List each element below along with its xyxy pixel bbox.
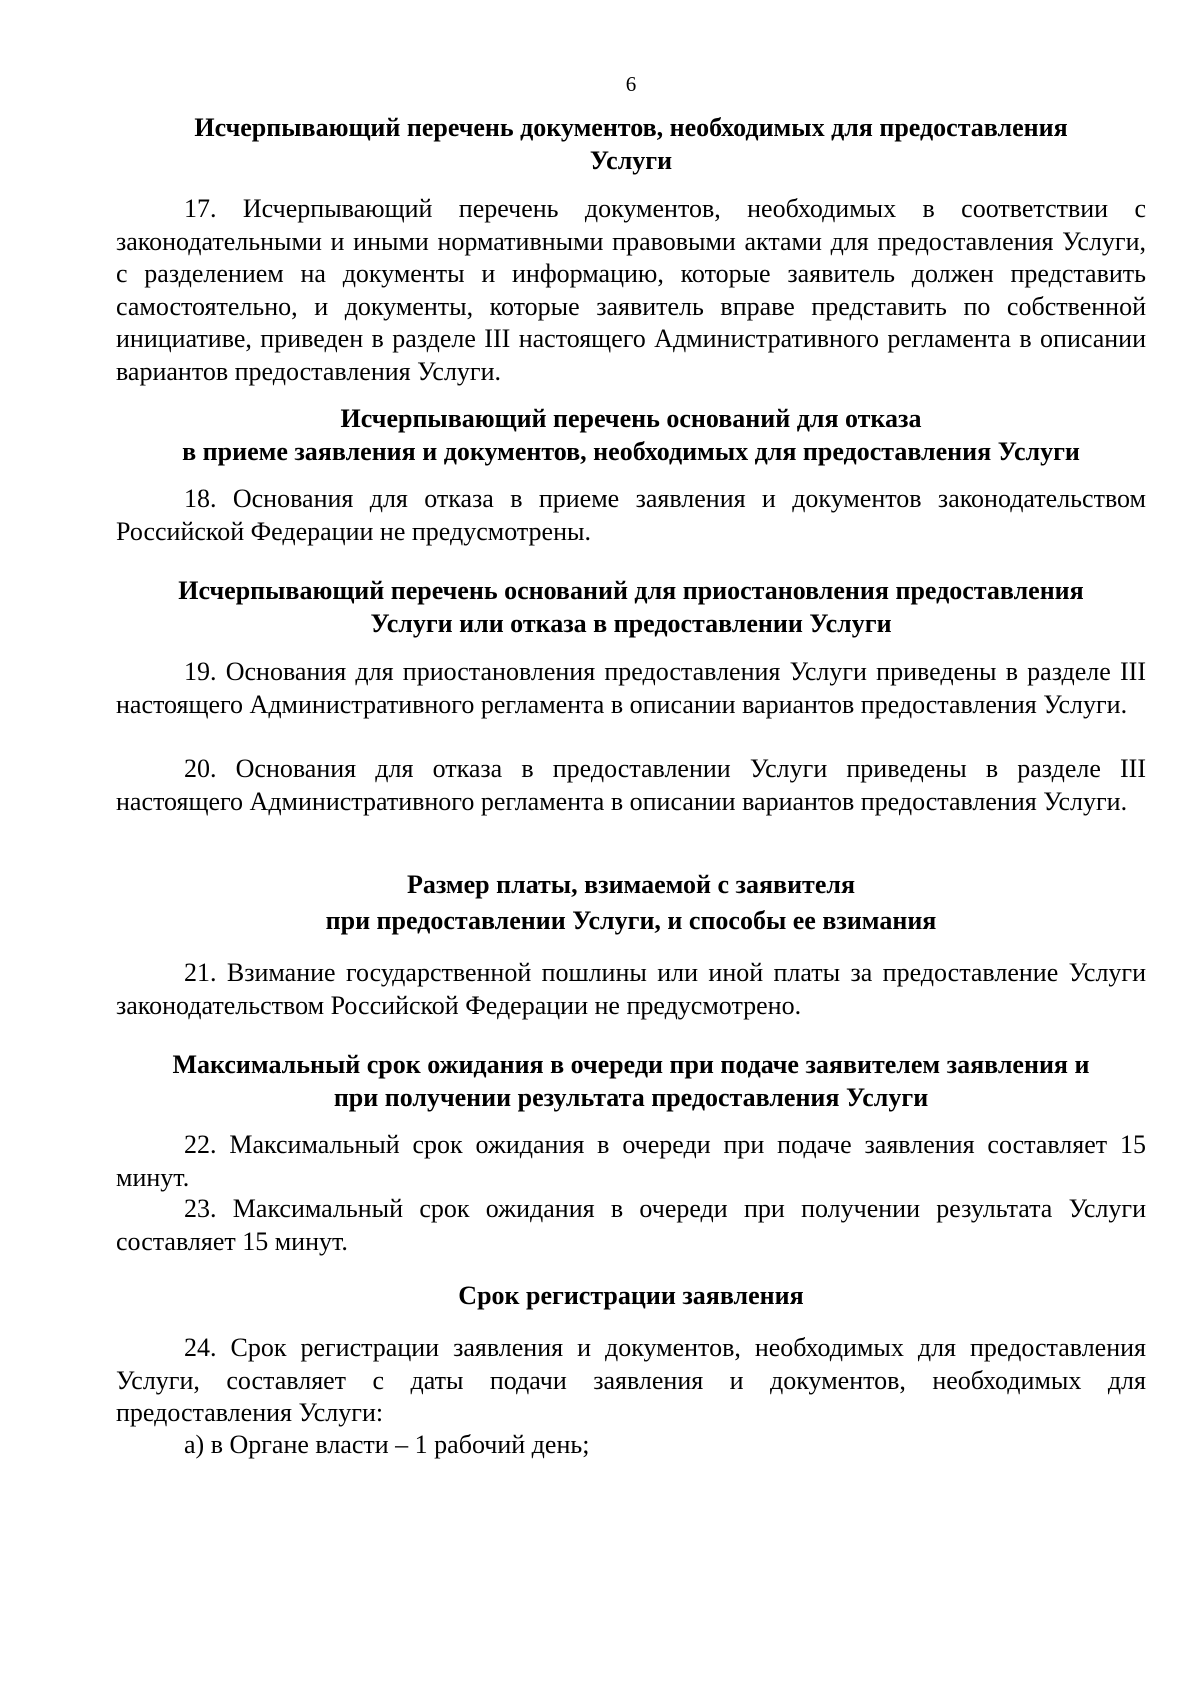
heading-line: Услуги или отказа в предоставлении Услуги xyxy=(370,609,892,638)
paragraph-19: 19. Основания для приостановления предоставления Услуги приведены в разделе III настоящего Административного регламента в описании вариантов предоставления Услуги. xyxy=(116,657,1146,719)
section-heading-documents-list xyxy=(116,111,1146,177)
heading-line: Максимальный срок ожидания в очереди при подаче заявителем заявления и xyxy=(172,1050,1090,1079)
section-heading-fee xyxy=(116,867,1146,939)
paragraph-18: 18. Основания для отказа в приеме заявления и документов законодательством Российской Федерации не предусмотрены. xyxy=(116,484,1146,546)
heading-line: Исчерпывающий перечень оснований для приостановления предоставления xyxy=(178,576,1084,605)
section-heading-suspension xyxy=(116,574,1146,640)
heading-line: Размер платы, взимаемой с заявителя xyxy=(406,870,856,899)
section-heading-waiting-time xyxy=(116,1048,1146,1114)
paragraph-22: 22. Максимальный срок ожидания в очереди при подаче заявления составляет 15 минут. xyxy=(116,1130,1146,1192)
paragraph-20: 20. Основания для отказа в предоставлении Услуги приведены в разделе III настоящего Административного регламента в описании вариантов предоставления Услуги. xyxy=(116,754,1146,816)
heading-line: при предоставлении Услуги, и способы ее взимания xyxy=(325,906,937,935)
heading-line: Срок регистрации заявления xyxy=(458,1281,804,1310)
heading-line: в приеме заявления и документов, необходимых для предоставления Услуги xyxy=(182,437,1080,466)
heading-line: Исчерпывающий перечень документов, необходимых для предоставления xyxy=(194,113,1068,142)
paragraph-23: 23. Максимальный срок ожидания в очереди при получении результата Услуги составляет 15 минут. xyxy=(116,1194,1146,1256)
heading-line: Услуги xyxy=(589,146,673,175)
paragraph-17: 17. Исчерпывающий перечень документов, необходимых в соответствии с законодательными и иными нормативными правовыми актами для предоставления Услуги, с разделением на документы и информацию, которые заявитель должен представить самостоятельно, и документы, которые заявитель вправе представить по собственной инициативе, приведен в разделе III настоящего Административного регламента в описании вариантов предоставления Услуги. xyxy=(116,194,1146,386)
heading-line: Исчерпывающий перечень оснований для отказа xyxy=(340,404,922,433)
paragraph-24-item-a: а) в Органе власти – 1 рабочий день; xyxy=(184,1430,590,1459)
paragraph-24: 24. Срок регистрации заявления и документов, необходимых для предоставления Услуги, составляет с даты подачи заявления и документов, необходимых для предоставления Услуги: xyxy=(116,1333,1146,1427)
section-heading-registration-term xyxy=(116,1279,1146,1312)
section-heading-refusal-reception xyxy=(116,402,1146,468)
paragraph-21: 21. Взимание государственной пошлины или иной платы за предоставление Услуги законодательством Российской Федерации не предусмотрено. xyxy=(116,958,1146,1020)
heading-line: при получении результата предоставления Услуги xyxy=(333,1083,929,1112)
page-number: 6 xyxy=(625,72,637,96)
